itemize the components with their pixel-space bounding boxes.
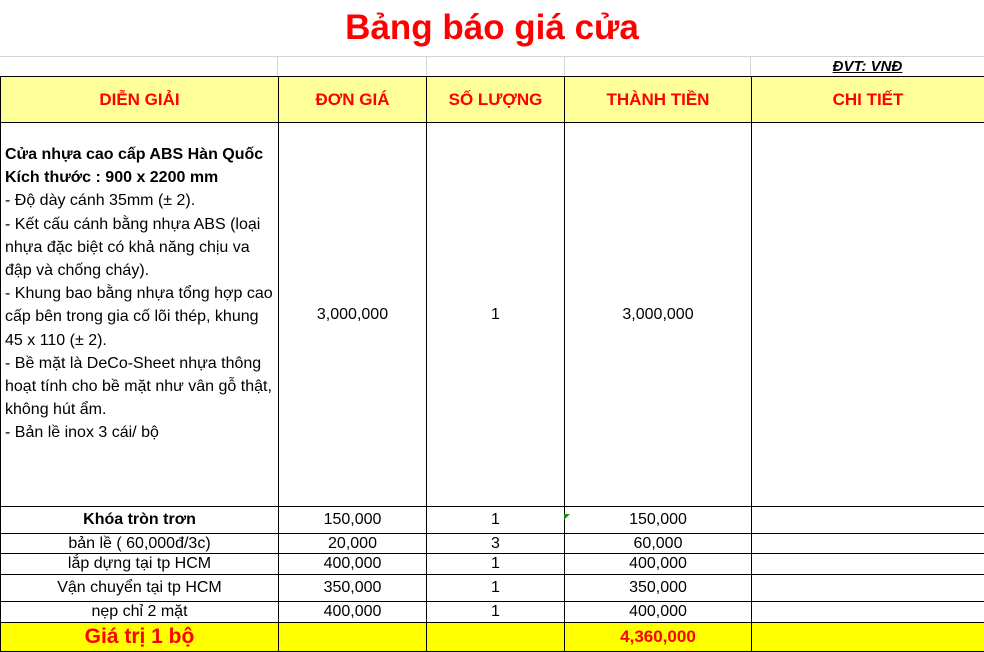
header-unit-price: ĐƠN GIÁ: [279, 77, 427, 123]
header-amount: THÀNH TIỀN: [565, 77, 752, 123]
total-row: [1, 623, 984, 652]
table-row: [1, 602, 984, 623]
main-item-detail: - Độ dày cánh 35mm (± 2).: [5, 189, 274, 212]
row-detail: [752, 602, 984, 623]
row-detail: [752, 575, 984, 602]
row-description: bản lề ( 60,000đ/3c): [1, 534, 279, 554]
total-empty-price: [279, 623, 427, 652]
main-item-qty: 1: [427, 123, 565, 507]
header-quantity: SỐ LƯỢNG: [427, 77, 565, 123]
row-total: 350,000: [565, 575, 752, 602]
row-qty: 1: [427, 554, 565, 575]
table-header: [1, 77, 984, 123]
table-row: [1, 534, 984, 554]
total-empty-detail: [752, 623, 984, 652]
row-total: 150,000: [565, 507, 752, 534]
cell-comment-indicator-icon: [564, 514, 570, 520]
total-value: 4,360,000: [565, 623, 752, 652]
table-row: [1, 575, 984, 602]
main-item-detail-cell: [752, 123, 984, 507]
row-description: lắp dựng tại tp HCM: [1, 554, 279, 575]
main-item-detail: - Khung bao bằng nhựa tổng hợp cao cấp bên trong gia cố lõi thép, khung 45 x 110 (± 2).: [5, 282, 274, 352]
row-qty: 1: [427, 507, 565, 534]
row-description: nẹp chỉ 2 mặt: [1, 602, 279, 623]
table-row: [1, 507, 984, 534]
main-item-price: 3,000,000: [279, 123, 427, 507]
page-title: Bảng báo giá cửa: [0, 0, 984, 57]
row-price: 350,000: [279, 575, 427, 602]
total-empty-qty: [427, 623, 565, 652]
row-price: 20,000: [279, 534, 427, 554]
header-detail: CHI TIẾT: [752, 77, 984, 123]
row-total: 400,000: [565, 602, 752, 623]
currency-unit: ĐVT: VNĐ: [751, 56, 984, 76]
row-total: 400,000: [565, 554, 752, 575]
total-label: Giá trị 1 bộ: [1, 623, 279, 652]
row-price: 150,000: [279, 507, 427, 534]
header-description: DIỄN GIẢI: [1, 77, 279, 123]
row-qty: 1: [427, 575, 565, 602]
row-description: Khóa tròn trơn: [1, 507, 279, 534]
main-item-description: [1, 123, 279, 507]
row-detail: [752, 507, 984, 534]
row-total: 60,000: [565, 534, 752, 554]
row-detail: [752, 534, 984, 554]
row-description: Vận chuyển tại tp HCM: [1, 575, 279, 602]
row-qty: 1: [427, 602, 565, 623]
main-item-detail: - Bản lề inox 3 cái/ bộ: [5, 421, 274, 444]
table-row-main-item: [1, 123, 984, 507]
main-item-total: 3,000,000: [565, 123, 752, 507]
row-detail: [752, 554, 984, 575]
table-row: [1, 554, 984, 575]
main-item-name: Cửa nhựa cao cấp ABS Hàn Quốc: [5, 143, 274, 166]
row-qty: 3: [427, 534, 565, 554]
quote-table: [0, 76, 984, 652]
main-item-detail: - Kết cấu cánh bằng nhựa ABS (loại nhựa đặc biệt có khả năng chịu va đập và chống cháy).: [5, 213, 274, 283]
main-item-detail: - Bề mặt là DeCo-Sheet nhựa thông hoạt tính cho bề mặt như vân gỗ thật, không hút ẩm.: [5, 352, 274, 422]
row-price: 400,000: [279, 602, 427, 623]
row-price: 400,000: [279, 554, 427, 575]
main-item-size: Kích thước : 900 x 2200 mm: [5, 166, 274, 189]
